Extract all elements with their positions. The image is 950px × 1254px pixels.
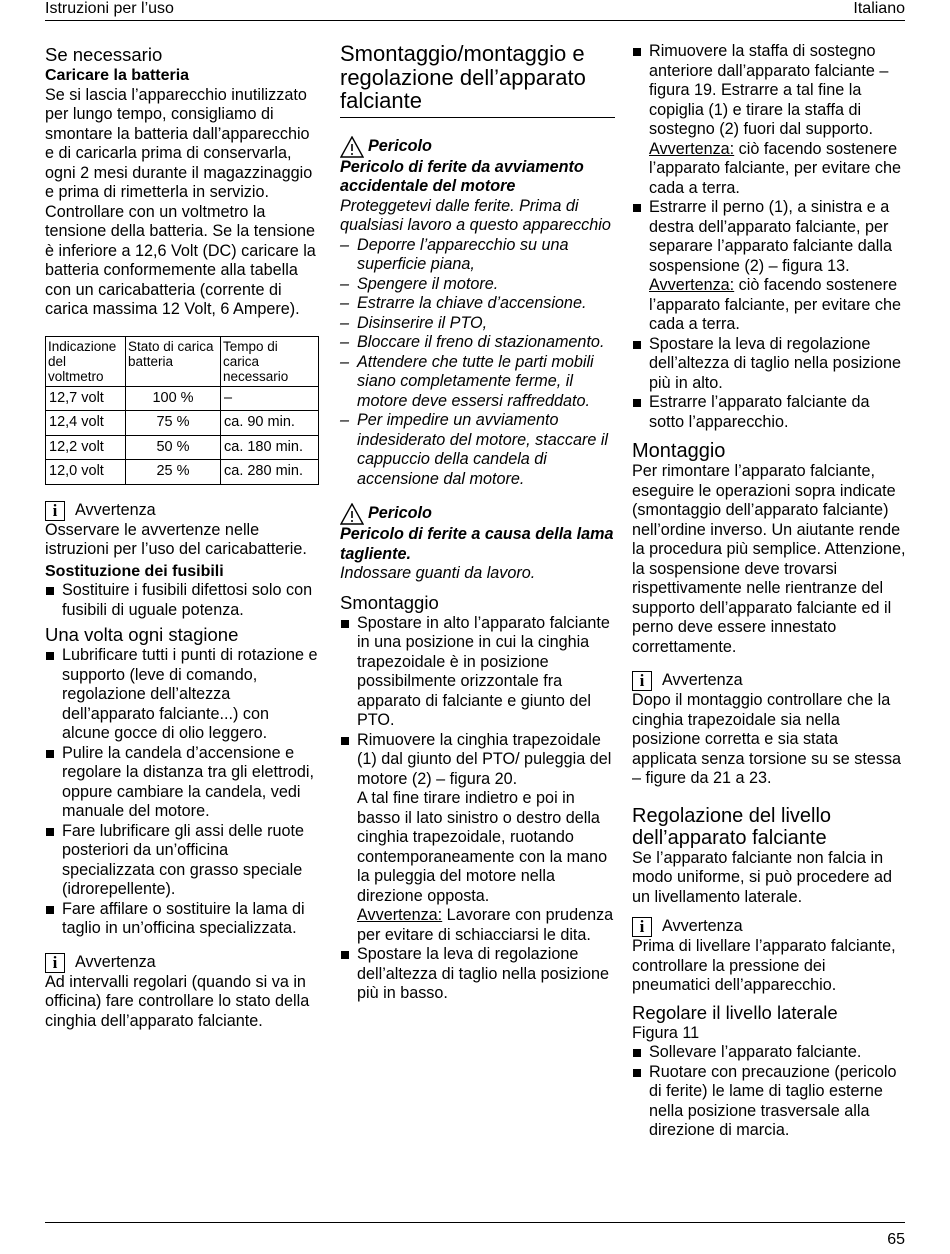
page-header — [45, 0, 905, 21]
avvertenza-label: Avvertenza: — [357, 906, 443, 924]
danger-heading — [340, 136, 615, 158]
table-row — [46, 411, 319, 436]
danger-title: Pericolo — [368, 504, 432, 523]
laterale-list — [632, 1043, 907, 1141]
avvertenza-label: Avvertenza: — [649, 276, 735, 294]
column-right — [632, 42, 907, 1141]
table-cell: – — [221, 386, 319, 411]
table-cell: 12,2 volt — [46, 435, 126, 460]
danger-heading — [340, 503, 615, 525]
figure-reference: Figura 11 — [632, 1023, 700, 1042]
list-item: – Per impedire un avviamento indesiderato del motore, staccare il cappuccio della candela di accensione dal motore. — [340, 411, 615, 489]
table-cell: ca. 90 min. — [221, 411, 319, 436]
section-title-smontaggio-montaggio: Smontaggio/montaggio e regolazione dell’apparato falciante — [340, 42, 615, 118]
list-item: – Spengere il motore. — [340, 275, 615, 295]
column-left — [45, 42, 320, 1031]
note-text: Osservare le avvertenze nelle istruzioni per l’uso del caricabatterie. — [45, 520, 307, 558]
list-item: Spostare la leva di regolazione dell’altezza di taglio nella posizione più in basso. — [340, 945, 615, 1004]
warning-triangle-icon — [340, 503, 364, 525]
note-heading — [632, 671, 907, 691]
list-item: Spostare in alto l’apparato falciante in una posizione in cui la cinghia trapezoidale è in posizione possibilmente orizzontale fra apparato di falciante e giunto del PTO. — [340, 614, 615, 731]
heading-livello-laterale: Regolare il livello laterale — [632, 1001, 838, 1023]
heading-regolazione-livello: Regolazione del livello dell’apparato falciante — [632, 804, 832, 849]
list-item: Fare affilare o sostituire la lama di taglio in un’officina specializzata. — [45, 900, 320, 939]
info-icon: i — [45, 501, 65, 521]
table-header-row — [46, 336, 319, 386]
list-item — [632, 42, 907, 198]
list-item — [340, 731, 615, 946]
table-cell: 12,4 volt — [46, 411, 126, 436]
table-cell: 50 % — [126, 435, 221, 460]
smontaggio-continued-list — [632, 42, 907, 432]
list-item: Spostare la leva di regolazione dell’altezza di taglio nella posizione più in alto. — [632, 335, 907, 394]
table-cell: 12,7 volt — [46, 386, 126, 411]
table-cell: 75 % — [126, 411, 221, 436]
table-cell: 100 % — [126, 386, 221, 411]
table-cell: ca. 280 min. — [221, 460, 319, 485]
list-item: – Estrarre la chiave d’accensione. — [340, 294, 615, 314]
info-icon: i — [632, 917, 652, 937]
paragraph-montaggio: Per rimontare l’apparato falciante, eseguire le operazioni sopra indicate (smontaggio dell’apparato falciante) nell’ordine inverso. Un aiutante rende la procedura più semplice. Attenzione, la sospensione deve trovarsi rispettivamente nelle rientranze del supporto dell’apparato falciante ed il perno deve essere innestato correttamente. — [632, 462, 906, 656]
danger-text: Proteggetevi dalle ferite. Prima di qualsiasi lavoro a questo apparecchio — [340, 196, 611, 234]
page-footer — [45, 1222, 905, 1248]
list-item: Fare lubrificare gli assi delle ruote posteriori da un’officina specializzata con grasso speciale (idrorepellente). — [45, 822, 320, 900]
list-item: Lubrificare tutti i punti di rotazione e supporto (leve di comando, regolazione dell’altezza dell’apparato falciante...) con alcune gocce di olio leggero. — [45, 646, 320, 744]
info-icon: i — [45, 953, 65, 973]
paragraph-caricare: Se si lascia l’apparecchio inutilizzato per lungo tempo, consigliamo di smontare la batteria dall’apparecchio e di caricarla prima di conservarla, ogni 2 mesi durante il magazzinaggio e prima di rimetterla in servizio. Controllare con un voltmetro la tensione della batteria. Se la tensione è inferiore a 12,6 Volt (DC) caricare la batteria conformemente alla tabella con un caricabatteria (corrente di carica massima 12 Volt, 6 Ampere). — [45, 85, 316, 318]
danger-title: Pericolo — [368, 136, 432, 155]
stagione-list — [45, 646, 320, 939]
list-item: – Deporre l’apparecchio su una superficie piana, — [340, 236, 615, 275]
table-cell: ca. 180 min. — [221, 435, 319, 460]
heading-se-necessario: Se necessario — [45, 44, 163, 65]
list-item: Sollevare l’apparato falciante. — [632, 1043, 907, 1063]
table-header-cell: Tempo di carica necessario — [221, 336, 319, 386]
list-item: – Disinserire il PTO, — [340, 314, 615, 334]
note-text: Ad intervalli regolari (quando si va in officina) fare controllare lo stato della cinghia dell’apparato falciante. — [45, 972, 310, 1030]
table-cell: 25 % — [126, 460, 221, 485]
note-title: Avvertenza — [75, 952, 156, 971]
note-title: Avvertenza — [75, 500, 156, 519]
danger-subtitle: Pericolo di ferite a causa della lama tagliente. — [340, 525, 614, 563]
table-row — [46, 460, 319, 485]
danger-list — [340, 236, 615, 490]
table-header-cell: Stato di carica batteria — [126, 336, 221, 386]
note-text: Prima di livellare l’apparato falciante, controllare la pressione dei pneumatici dell’apparecchio. — [632, 937, 896, 994]
smontaggio-list — [340, 614, 615, 1004]
table-cell: 12,0 volt — [46, 460, 126, 485]
info-icon: i — [632, 671, 652, 691]
heading-fusibili: Sostituzione dei fusibili — [45, 562, 224, 580]
list-item: – Bloccare il freno di stazionamento. — [340, 333, 615, 353]
list-item-text: A tal fine tirare indietro e poi in basso il lato sinistro o destro della cinghia trapezoidale, ruotando contemporaneamente con la mano la puleggia del motore nella direzione opposta. — [357, 789, 608, 905]
list-item: Estrarre l’apparato falciante da sotto l’apparecchio. — [632, 393, 907, 432]
danger-subtitle: Pericolo di ferite da avviamento accidentale del motore — [340, 157, 584, 195]
list-item: Pulire la candela d’accensione e regolare la distanza tra gli elettrodi, oppure cambiare la candela, vedi manuale del motore. — [45, 744, 320, 822]
heading-caricare-batteria: Caricare la batteria — [45, 67, 190, 84]
heading-smontaggio: Smontaggio — [340, 591, 439, 613]
danger-text: Indossare guanti da lavoro. — [340, 564, 536, 582]
note-heading — [45, 501, 320, 521]
avvertenza-text: ciò facendo sostenere l’apparato falciante, per evitare che cada a terra. — [649, 276, 901, 333]
avvertenza-label: Avvertenza: — [649, 139, 735, 158]
heading-una-volta-stagione: Una volta ogni stagione — [45, 624, 239, 645]
note-heading — [632, 917, 907, 937]
list-item: – Attendere che tutte le parti mobili siano completamente ferme, il motore deve essersi raffreddato. — [340, 353, 615, 412]
list-item: Ruotare con precauzione (pericolo di ferite) le lame di taglio esterne nella posizione trasversale alla direzione di marcia. — [632, 1063, 907, 1141]
list-item-text: Rimuovere la staffa di sostegno anteriore dall’apparato falciante – figura 19. Estrarre a tal fine la copiglia (1) e tirare la staffa di sostegno (2) fuori dal supporto. — [649, 42, 889, 138]
fusibili-list — [45, 581, 320, 620]
column-middle — [340, 42, 615, 1004]
page-number: 65 — [887, 1231, 905, 1248]
header-title: Istruzioni per l’uso — [45, 0, 174, 17]
list-item — [632, 198, 907, 335]
battery-table — [45, 336, 319, 485]
note-title: Avvertenza — [662, 671, 743, 690]
avvertenza-text: ciò facendo sostenere l’apparato falciante, per evitare che cada a terra. — [649, 139, 901, 197]
avvertenza-text: Lavorare con prudenza per evitare di schiacciarsi le dita. — [357, 906, 614, 944]
note-heading — [45, 953, 320, 973]
warning-triangle-icon — [340, 136, 364, 158]
list-item-text: Rimuovere la cinghia trapezoidale (1) dal giunto del PTO/ puleggia del motore (2) – figura 20. — [357, 730, 612, 788]
heading-montaggio: Montaggio — [632, 440, 726, 462]
table-row — [46, 386, 319, 411]
note-title: Avvertenza — [662, 917, 743, 936]
paragraph-regolazione: Se l’apparato falciante non falcia in modo uniforme, si può procedere ad un livellamento laterale. — [632, 848, 893, 906]
table-header-cell: Indicazione del voltmetro — [46, 336, 126, 386]
header-language: Italiano — [853, 0, 905, 17]
list-item-text: Estrarre il perno (1), a sinistra e a destra dell’apparato falciante, per separare l’apparato falciante dalla sospensione (2) – figura 13. — [649, 198, 892, 275]
note-text: Dopo il montaggio controllare che la cinghia trapezoidale sia nella posizione corretta e sia stata applicata senza torsione su se stessa – figure da 21 a 23. — [632, 691, 902, 787]
table-row — [46, 435, 319, 460]
list-item: Sostituire i fusibili difettosi solo con fusibili di uguale potenza. — [45, 581, 320, 620]
